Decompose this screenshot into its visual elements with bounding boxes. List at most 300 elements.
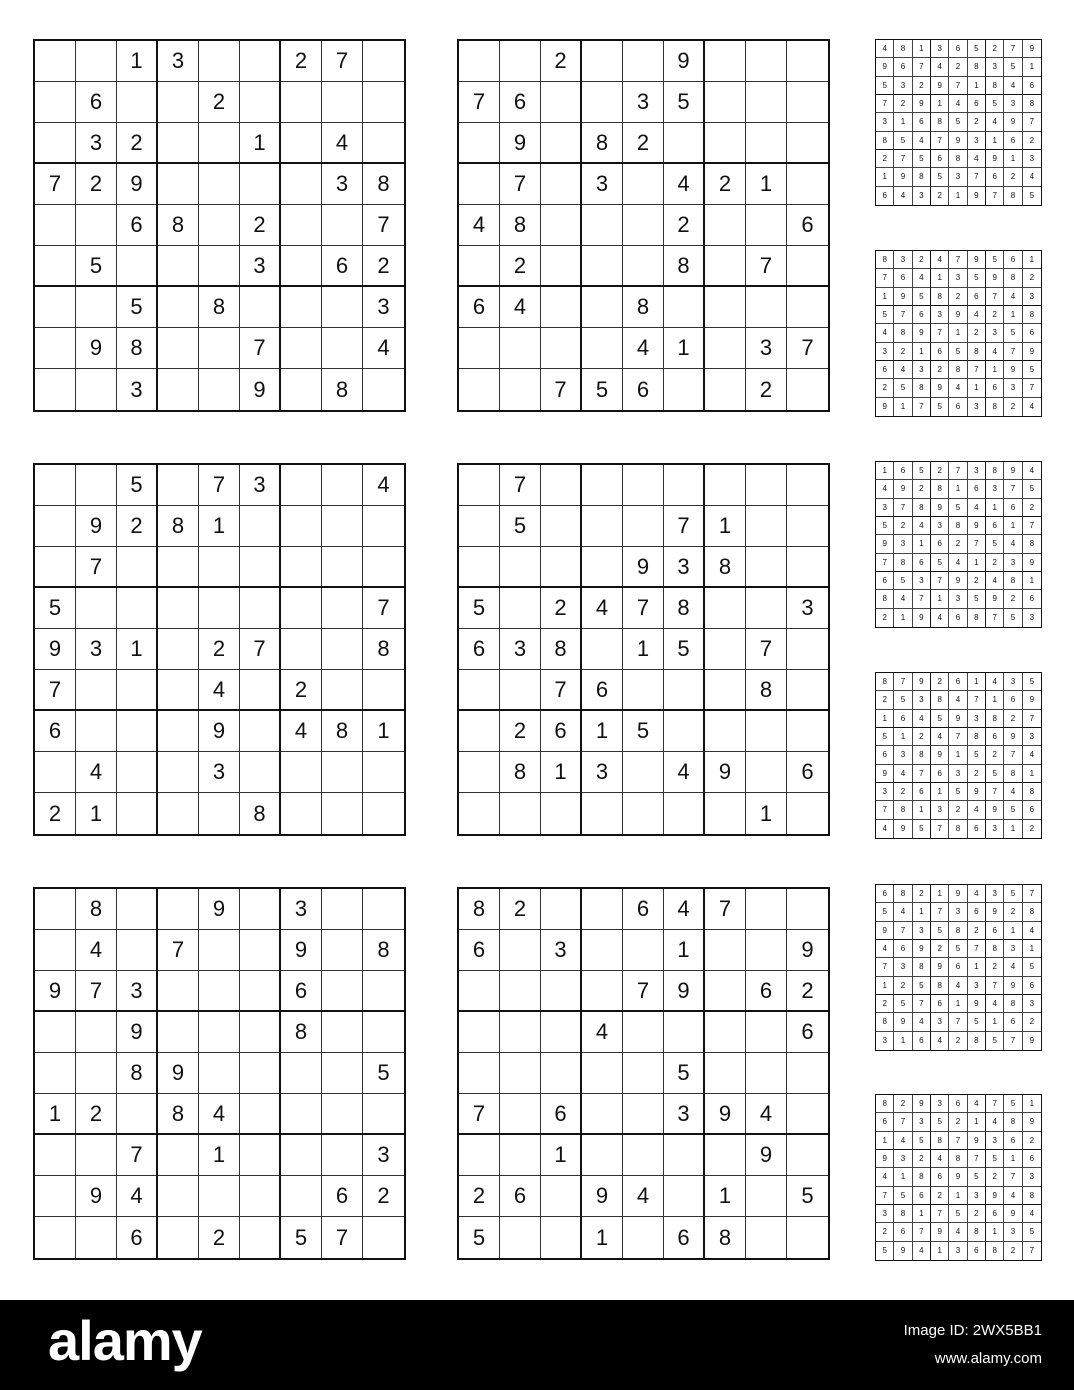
puzzle-cell[interactable]: 6 [322, 1176, 363, 1217]
puzzle-cell[interactable] [705, 465, 746, 506]
puzzle-cell[interactable]: 6 [787, 205, 828, 246]
puzzle-cell[interactable]: 2 [787, 971, 828, 1012]
puzzle-cell[interactable]: 2 [281, 41, 322, 82]
puzzle-cell[interactable] [117, 670, 158, 711]
puzzle-cell[interactable]: 3 [281, 889, 322, 930]
puzzle-cell[interactable] [746, 889, 787, 930]
puzzle-cell[interactable] [705, 1012, 746, 1053]
puzzle-cell[interactable]: 9 [199, 711, 240, 752]
puzzle-cell[interactable]: 8 [459, 889, 500, 930]
puzzle-cell[interactable] [541, 506, 582, 547]
puzzle-cell[interactable]: 2 [76, 1094, 117, 1135]
puzzle-cell[interactable] [664, 123, 705, 164]
puzzle-cell[interactable]: 1 [664, 328, 705, 369]
puzzle-cell[interactable]: 6 [117, 205, 158, 246]
puzzle-cell[interactable]: 8 [500, 205, 541, 246]
puzzle-cell[interactable] [322, 1094, 363, 1135]
puzzle-cell[interactable] [158, 369, 199, 410]
puzzle-cell[interactable]: 1 [582, 1217, 623, 1258]
puzzle-cell[interactable] [664, 369, 705, 410]
puzzle-cell[interactable] [541, 287, 582, 328]
puzzle-cell[interactable] [500, 547, 541, 588]
puzzle-cell[interactable]: 8 [363, 164, 404, 205]
puzzle-cell[interactable]: 9 [705, 752, 746, 793]
puzzle-cell[interactable]: 6 [746, 971, 787, 1012]
puzzle-cell[interactable] [500, 1094, 541, 1135]
puzzle-cell[interactable] [459, 547, 500, 588]
puzzle-cell[interactable]: 1 [240, 123, 281, 164]
puzzle-cell[interactable]: 6 [787, 1012, 828, 1053]
puzzle-cell[interactable]: 8 [664, 588, 705, 629]
puzzle-cell[interactable] [76, 205, 117, 246]
puzzle-cell[interactable]: 8 [117, 328, 158, 369]
puzzle-cell[interactable] [582, 971, 623, 1012]
puzzle-cell[interactable] [199, 971, 240, 1012]
puzzle-cell[interactable] [363, 1012, 404, 1053]
puzzle-cell[interactable] [746, 506, 787, 547]
puzzle-cell[interactable]: 9 [76, 328, 117, 369]
puzzle-cell[interactable] [322, 752, 363, 793]
puzzle-cell[interactable] [322, 629, 363, 670]
puzzle-cell[interactable] [158, 246, 199, 287]
puzzle-cell[interactable] [158, 1012, 199, 1053]
puzzle-cell[interactable] [199, 369, 240, 410]
puzzle-cell[interactable] [322, 287, 363, 328]
puzzle-cell[interactable] [623, 164, 664, 205]
puzzle-cell[interactable]: 2 [117, 123, 158, 164]
puzzle-cell[interactable] [240, 547, 281, 588]
puzzle-cell[interactable]: 9 [240, 369, 281, 410]
puzzle-cell[interactable]: 2 [500, 711, 541, 752]
puzzle-cell[interactable]: 9 [664, 971, 705, 1012]
puzzle-cell[interactable] [158, 588, 199, 629]
puzzle-cell[interactable] [459, 1053, 500, 1094]
puzzle-cell[interactable]: 7 [199, 465, 240, 506]
puzzle-cell[interactable] [240, 588, 281, 629]
puzzle-cell[interactable] [322, 82, 363, 123]
puzzle-cell[interactable] [363, 506, 404, 547]
puzzle-cell[interactable]: 7 [322, 1217, 363, 1258]
puzzle-cell[interactable]: 4 [281, 711, 322, 752]
puzzle-cell[interactable]: 7 [500, 164, 541, 205]
puzzle-cell[interactable] [322, 465, 363, 506]
puzzle-cell[interactable] [541, 1012, 582, 1053]
puzzle-cell[interactable]: 5 [500, 506, 541, 547]
puzzle-cell[interactable] [35, 752, 76, 793]
puzzle-cell[interactable] [240, 41, 281, 82]
puzzle-cell[interactable]: 8 [281, 1012, 322, 1053]
puzzle-cell[interactable]: 5 [787, 1176, 828, 1217]
puzzle-cell[interactable] [705, 287, 746, 328]
puzzle-cell[interactable] [281, 752, 322, 793]
puzzle-cell[interactable] [158, 889, 199, 930]
puzzle-cell[interactable] [117, 547, 158, 588]
puzzle-cell[interactable] [117, 889, 158, 930]
puzzle-cell[interactable] [76, 369, 117, 410]
puzzle-cell[interactable] [76, 287, 117, 328]
puzzle-cell[interactable] [746, 1176, 787, 1217]
puzzle-cell[interactable] [240, 1094, 281, 1135]
puzzle-cell[interactable] [746, 287, 787, 328]
puzzle-cell[interactable] [158, 1217, 199, 1258]
puzzle-cell[interactable] [35, 123, 76, 164]
puzzle-cell[interactable] [158, 328, 199, 369]
puzzle-cell[interactable] [199, 930, 240, 971]
puzzle-cell[interactable] [322, 588, 363, 629]
puzzle-cell[interactable]: 7 [541, 369, 582, 410]
puzzle-cell[interactable]: 1 [664, 930, 705, 971]
puzzle-cell[interactable]: 9 [705, 1094, 746, 1135]
puzzle-cell[interactable] [787, 793, 828, 834]
puzzle-cell[interactable]: 7 [240, 629, 281, 670]
puzzle-cell[interactable]: 6 [459, 629, 500, 670]
puzzle-cell[interactable] [281, 506, 322, 547]
puzzle-cell[interactable] [117, 1094, 158, 1135]
puzzle-cell[interactable] [35, 246, 76, 287]
puzzle-cell[interactable] [35, 1176, 76, 1217]
puzzle-cell[interactable]: 7 [623, 971, 664, 1012]
puzzle-cell[interactable]: 5 [664, 629, 705, 670]
puzzle-cell[interactable]: 9 [76, 1176, 117, 1217]
puzzle-cell[interactable] [240, 1176, 281, 1217]
puzzle-cell[interactable] [787, 1053, 828, 1094]
puzzle-cell[interactable]: 5 [76, 246, 117, 287]
puzzle-cell[interactable] [623, 246, 664, 287]
puzzle-cell[interactable]: 8 [664, 246, 705, 287]
puzzle-cell[interactable] [117, 930, 158, 971]
puzzle-cell[interactable]: 2 [363, 1176, 404, 1217]
puzzle-cell[interactable]: 4 [746, 1094, 787, 1135]
puzzle-cell[interactable]: 6 [664, 1217, 705, 1258]
puzzle-cell[interactable]: 4 [664, 889, 705, 930]
puzzle-cell[interactable] [363, 670, 404, 711]
puzzle-cell[interactable] [117, 82, 158, 123]
puzzle-cell[interactable]: 7 [746, 246, 787, 287]
puzzle-cell[interactable]: 2 [500, 246, 541, 287]
puzzle-cell[interactable] [240, 752, 281, 793]
puzzle-cell[interactable] [281, 588, 322, 629]
puzzle-cell[interactable] [117, 793, 158, 834]
puzzle-cell[interactable] [787, 164, 828, 205]
puzzle-cell[interactable] [541, 889, 582, 930]
puzzle-cell[interactable] [582, 205, 623, 246]
puzzle-cell[interactable] [459, 971, 500, 1012]
puzzle-cell[interactable]: 8 [623, 287, 664, 328]
puzzle-cell[interactable] [787, 711, 828, 752]
puzzle-cell[interactable] [459, 670, 500, 711]
puzzle-cell[interactable] [363, 971, 404, 1012]
puzzle-cell[interactable] [240, 971, 281, 1012]
puzzle-cell[interactable] [705, 41, 746, 82]
puzzle-cell[interactable]: 4 [664, 164, 705, 205]
puzzle-cell[interactable] [664, 1135, 705, 1176]
puzzle-cell[interactable]: 2 [705, 164, 746, 205]
puzzle-cell[interactable] [500, 1053, 541, 1094]
puzzle-cell[interactable]: 7 [76, 547, 117, 588]
puzzle-cell[interactable]: 5 [363, 1053, 404, 1094]
puzzle-cell[interactable] [500, 971, 541, 1012]
puzzle-cell[interactable] [582, 506, 623, 547]
puzzle-cell[interactable] [240, 287, 281, 328]
puzzle-cell[interactable] [500, 1135, 541, 1176]
puzzle-cell[interactable] [664, 287, 705, 328]
puzzle-cell[interactable] [158, 752, 199, 793]
puzzle-cell[interactable]: 3 [322, 164, 363, 205]
puzzle-cell[interactable]: 9 [158, 1053, 199, 1094]
puzzle-cell[interactable] [281, 1094, 322, 1135]
puzzle-cell[interactable] [705, 1053, 746, 1094]
puzzle-cell[interactable] [35, 889, 76, 930]
puzzle-cell[interactable] [281, 547, 322, 588]
puzzle-cell[interactable]: 5 [459, 588, 500, 629]
puzzle-cell[interactable]: 7 [500, 465, 541, 506]
puzzle-cell[interactable] [746, 205, 787, 246]
puzzle-cell[interactable] [787, 82, 828, 123]
puzzle-cell[interactable] [582, 547, 623, 588]
puzzle-cell[interactable] [664, 670, 705, 711]
puzzle-cell[interactable]: 2 [459, 1176, 500, 1217]
puzzle-cell[interactable]: 8 [199, 287, 240, 328]
puzzle-cell[interactable] [500, 328, 541, 369]
puzzle-cell[interactable] [541, 1217, 582, 1258]
puzzle-cell[interactable]: 9 [664, 41, 705, 82]
puzzle-cell[interactable] [322, 971, 363, 1012]
puzzle-cell[interactable] [322, 205, 363, 246]
puzzle-cell[interactable] [76, 1012, 117, 1053]
puzzle-cell[interactable]: 6 [623, 889, 664, 930]
puzzle-cell[interactable] [787, 246, 828, 287]
puzzle-cell[interactable]: 8 [746, 670, 787, 711]
puzzle-cell[interactable] [117, 588, 158, 629]
puzzle-cell[interactable]: 3 [363, 1135, 404, 1176]
puzzle-cell[interactable] [281, 369, 322, 410]
puzzle-cell[interactable]: 4 [117, 1176, 158, 1217]
puzzle-cell[interactable]: 1 [623, 629, 664, 670]
puzzle-cell[interactable]: 3 [76, 629, 117, 670]
puzzle-cell[interactable] [746, 711, 787, 752]
puzzle-cell[interactable] [582, 82, 623, 123]
puzzle-cell[interactable] [240, 1053, 281, 1094]
puzzle-cell[interactable] [281, 123, 322, 164]
puzzle-cell[interactable]: 8 [158, 1094, 199, 1135]
puzzle-cell[interactable]: 4 [500, 287, 541, 328]
puzzle-cell[interactable] [459, 506, 500, 547]
puzzle-cell[interactable] [500, 670, 541, 711]
puzzle-cell[interactable]: 9 [500, 123, 541, 164]
puzzle-cell[interactable] [705, 930, 746, 971]
puzzle-cell[interactable] [459, 123, 500, 164]
puzzle-cell[interactable] [787, 506, 828, 547]
puzzle-cell[interactable]: 9 [787, 930, 828, 971]
puzzle-cell[interactable]: 1 [746, 164, 787, 205]
puzzle-cell[interactable] [363, 1217, 404, 1258]
puzzle-cell[interactable] [281, 205, 322, 246]
puzzle-cell[interactable] [281, 82, 322, 123]
puzzle-cell[interactable] [363, 889, 404, 930]
puzzle-cell[interactable] [35, 1053, 76, 1094]
puzzle-cell[interactable]: 7 [664, 506, 705, 547]
puzzle-cell[interactable]: 8 [240, 793, 281, 834]
puzzle-cell[interactable]: 9 [281, 930, 322, 971]
puzzle-cell[interactable]: 5 [117, 465, 158, 506]
puzzle-cell[interactable] [705, 971, 746, 1012]
puzzle-cell[interactable] [117, 711, 158, 752]
puzzle-cell[interactable]: 9 [199, 889, 240, 930]
puzzle-cell[interactable]: 5 [664, 82, 705, 123]
puzzle-cell[interactable]: 1 [705, 1176, 746, 1217]
puzzle-cell[interactable] [35, 369, 76, 410]
puzzle-cell[interactable] [623, 205, 664, 246]
puzzle-cell[interactable] [705, 369, 746, 410]
puzzle-cell[interactable] [787, 670, 828, 711]
puzzle-cell[interactable] [787, 465, 828, 506]
puzzle-cell[interactable] [281, 465, 322, 506]
puzzle-cell[interactable] [541, 1053, 582, 1094]
puzzle-cell[interactable] [35, 1217, 76, 1258]
puzzle-cell[interactable] [35, 465, 76, 506]
puzzle-cell[interactable]: 8 [158, 506, 199, 547]
puzzle-cell[interactable] [746, 1012, 787, 1053]
puzzle-cell[interactable]: 5 [582, 369, 623, 410]
puzzle-cell[interactable]: 9 [76, 506, 117, 547]
puzzle-cell[interactable]: 7 [541, 670, 582, 711]
puzzle-cell[interactable] [363, 752, 404, 793]
puzzle-cell[interactable]: 3 [541, 930, 582, 971]
puzzle-cell[interactable]: 4 [459, 205, 500, 246]
puzzle-cell[interactable] [582, 1135, 623, 1176]
puzzle-cell[interactable] [240, 670, 281, 711]
puzzle-cell[interactable]: 1 [541, 1135, 582, 1176]
puzzle-cell[interactable] [705, 246, 746, 287]
puzzle-cell[interactable]: 3 [746, 328, 787, 369]
puzzle-cell[interactable]: 5 [117, 287, 158, 328]
puzzle-cell[interactable]: 7 [363, 205, 404, 246]
puzzle-cell[interactable] [35, 1012, 76, 1053]
puzzle-cell[interactable]: 8 [322, 369, 363, 410]
puzzle-cell[interactable]: 6 [35, 711, 76, 752]
puzzle-cell[interactable]: 3 [158, 41, 199, 82]
puzzle-cell[interactable] [541, 82, 582, 123]
puzzle-cell[interactable] [705, 328, 746, 369]
puzzle-cell[interactable] [705, 82, 746, 123]
puzzle-cell[interactable]: 7 [787, 328, 828, 369]
puzzle-cell[interactable]: 6 [623, 369, 664, 410]
puzzle-cell[interactable] [459, 793, 500, 834]
puzzle-cell[interactable] [705, 205, 746, 246]
puzzle-cell[interactable] [623, 1217, 664, 1258]
puzzle-cell[interactable] [76, 1217, 117, 1258]
puzzle-cell[interactable]: 6 [459, 287, 500, 328]
puzzle-cell[interactable]: 7 [76, 971, 117, 1012]
puzzle-cell[interactable] [787, 1217, 828, 1258]
puzzle-cell[interactable]: 8 [705, 1217, 746, 1258]
puzzle-cell[interactable] [35, 82, 76, 123]
puzzle-cell[interactable]: 1 [541, 752, 582, 793]
puzzle-cell[interactable] [281, 1176, 322, 1217]
puzzle-cell[interactable] [322, 1053, 363, 1094]
puzzle-cell[interactable] [35, 1135, 76, 1176]
puzzle-cell[interactable]: 5 [459, 1217, 500, 1258]
puzzle-cell[interactable] [623, 1012, 664, 1053]
puzzle-cell[interactable]: 2 [240, 205, 281, 246]
puzzle-cell[interactable]: 2 [76, 164, 117, 205]
puzzle-cell[interactable] [158, 465, 199, 506]
puzzle-cell[interactable]: 1 [76, 793, 117, 834]
puzzle-cell[interactable] [664, 793, 705, 834]
puzzle-cell[interactable] [623, 930, 664, 971]
puzzle-cell[interactable]: 4 [322, 123, 363, 164]
puzzle-cell[interactable] [582, 629, 623, 670]
puzzle-cell[interactable] [787, 123, 828, 164]
puzzle-cell[interactable] [541, 971, 582, 1012]
puzzle-cell[interactable] [158, 670, 199, 711]
puzzle-cell[interactable] [363, 82, 404, 123]
puzzle-cell[interactable]: 8 [582, 123, 623, 164]
puzzle-cell[interactable] [500, 930, 541, 971]
puzzle-cell[interactable]: 2 [541, 588, 582, 629]
puzzle-cell[interactable] [623, 1053, 664, 1094]
puzzle-cell[interactable] [787, 629, 828, 670]
puzzle-cell[interactable] [281, 246, 322, 287]
puzzle-cell[interactable] [240, 1135, 281, 1176]
puzzle-cell[interactable]: 3 [240, 465, 281, 506]
puzzle-cell[interactable]: 6 [787, 752, 828, 793]
puzzle-cell[interactable] [459, 164, 500, 205]
puzzle-cell[interactable] [363, 793, 404, 834]
puzzle-cell[interactable] [787, 889, 828, 930]
puzzle-cell[interactable]: 9 [117, 164, 158, 205]
puzzle-cell[interactable]: 8 [76, 889, 117, 930]
puzzle-cell[interactable] [459, 328, 500, 369]
puzzle-cell[interactable]: 4 [363, 328, 404, 369]
puzzle-cell[interactable] [35, 41, 76, 82]
puzzle-cell[interactable] [281, 287, 322, 328]
puzzle-cell[interactable]: 4 [582, 588, 623, 629]
puzzle-cell[interactable] [459, 465, 500, 506]
puzzle-cell[interactable] [117, 246, 158, 287]
puzzle-cell[interactable] [158, 793, 199, 834]
puzzle-cell[interactable] [459, 41, 500, 82]
puzzle-cell[interactable] [158, 711, 199, 752]
puzzle-cell[interactable] [240, 711, 281, 752]
puzzle-cell[interactable]: 7 [705, 889, 746, 930]
puzzle-cell[interactable] [746, 465, 787, 506]
puzzle-cell[interactable] [76, 711, 117, 752]
puzzle-cell[interactable]: 5 [281, 1217, 322, 1258]
puzzle-cell[interactable] [158, 629, 199, 670]
puzzle-cell[interactable] [541, 328, 582, 369]
puzzle-cell[interactable] [787, 1135, 828, 1176]
puzzle-cell[interactable] [787, 369, 828, 410]
puzzle-cell[interactable] [158, 82, 199, 123]
puzzle-cell[interactable] [664, 1176, 705, 1217]
puzzle-cell[interactable] [240, 1012, 281, 1053]
puzzle-cell[interactable]: 7 [746, 629, 787, 670]
puzzle-cell[interactable] [240, 930, 281, 971]
puzzle-cell[interactable] [199, 123, 240, 164]
puzzle-cell[interactable] [541, 465, 582, 506]
puzzle-cell[interactable]: 3 [76, 123, 117, 164]
puzzle-cell[interactable]: 3 [240, 246, 281, 287]
puzzle-cell[interactable] [459, 1012, 500, 1053]
puzzle-cell[interactable] [459, 1135, 500, 1176]
puzzle-cell[interactable]: 1 [117, 629, 158, 670]
puzzle-cell[interactable] [199, 1053, 240, 1094]
puzzle-cell[interactable]: 2 [199, 629, 240, 670]
puzzle-cell[interactable]: 1 [199, 1135, 240, 1176]
puzzle-cell[interactable] [541, 246, 582, 287]
puzzle-cell[interactable]: 8 [705, 547, 746, 588]
